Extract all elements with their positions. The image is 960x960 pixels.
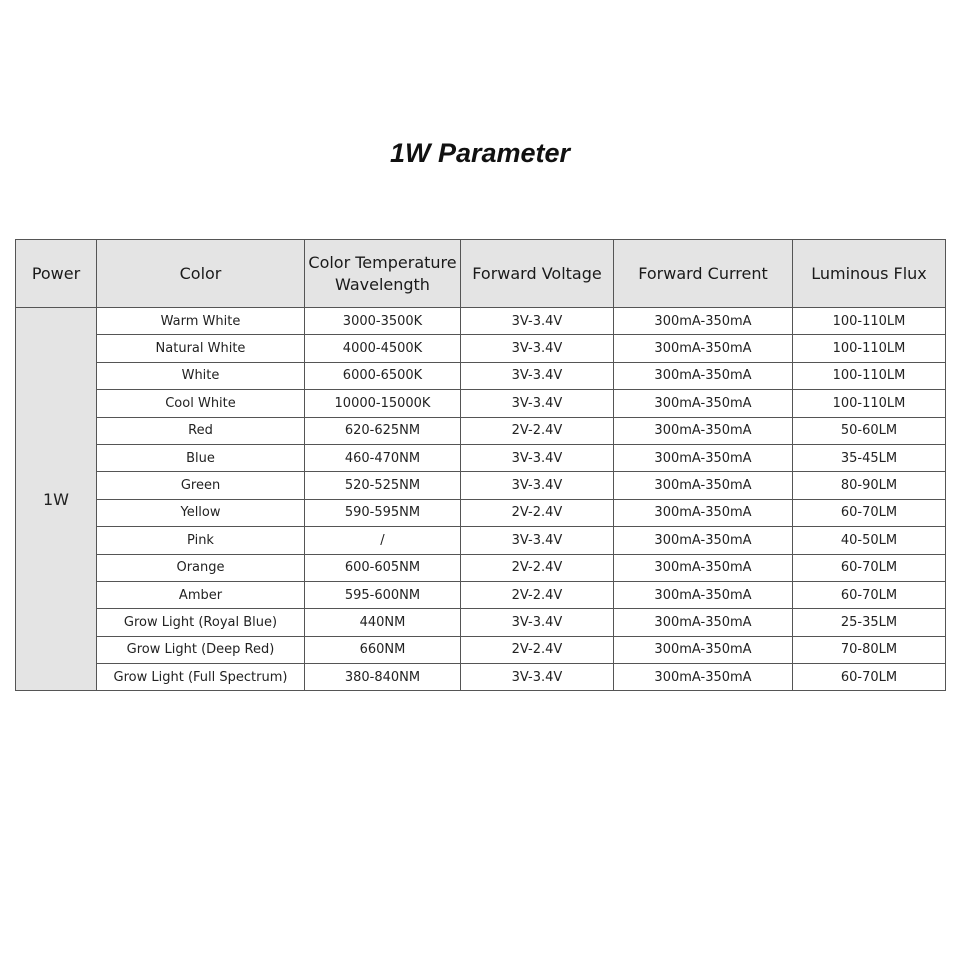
cell-color: Amber <box>97 581 305 608</box>
table-row <box>16 527 946 554</box>
cell-color: Yellow <box>97 499 305 526</box>
cell-color-temperature: / <box>305 527 461 554</box>
cell-color-temperature: 590-595NM <box>305 499 461 526</box>
header-forward-voltage: Forward Voltage <box>461 240 614 308</box>
cell-color: White <box>97 362 305 389</box>
table-row <box>16 472 946 499</box>
table-row <box>16 636 946 663</box>
cell-forward-voltage: 3V-3.4V <box>461 308 614 335</box>
cell-forward-voltage: 3V-3.4V <box>461 390 614 417</box>
cell-color: Natural White <box>97 335 305 362</box>
cell-luminous-flux: 100-110LM <box>793 362 946 389</box>
cell-forward-voltage: 2V-2.4V <box>461 499 614 526</box>
table-row <box>16 308 946 335</box>
cell-color: Red <box>97 417 305 444</box>
cell-color-temperature: 595-600NM <box>305 581 461 608</box>
cell-forward-current: 300mA-350mA <box>614 472 793 499</box>
cell-forward-current: 300mA-350mA <box>614 499 793 526</box>
cell-luminous-flux: 70-80LM <box>793 636 946 663</box>
header-color-temperature <box>305 240 461 308</box>
table-row <box>16 390 946 417</box>
table-row <box>16 664 946 691</box>
cell-luminous-flux: 60-70LM <box>793 664 946 691</box>
table-row <box>16 581 946 608</box>
table-row <box>16 444 946 471</box>
cell-forward-current: 300mA-350mA <box>614 636 793 663</box>
cell-forward-current: 300mA-350mA <box>614 335 793 362</box>
cell-luminous-flux: 50-60LM <box>793 417 946 444</box>
cell-color: Blue <box>97 444 305 471</box>
cell-forward-voltage: 3V-3.4V <box>461 362 614 389</box>
header-temp-line2: Wavelength <box>335 274 430 294</box>
table-row <box>16 417 946 444</box>
cell-color-temperature: 380-840NM <box>305 664 461 691</box>
page-title: 1W Parameter <box>389 138 571 168</box>
cell-luminous-flux: 100-110LM <box>793 335 946 362</box>
cell-luminous-flux: 35-45LM <box>793 444 946 471</box>
cell-forward-voltage: 3V-3.4V <box>461 444 614 471</box>
cell-luminous-flux: 100-110LM <box>793 390 946 417</box>
cell-color-temperature: 460-470NM <box>305 444 461 471</box>
cell-forward-current: 300mA-350mA <box>614 417 793 444</box>
header-row <box>16 240 946 308</box>
cell-color: Grow Light (Full Spectrum) <box>97 664 305 691</box>
cell-forward-voltage: 3V-3.4V <box>461 527 614 554</box>
table-row <box>16 499 946 526</box>
header-temp-line1: Color Temperature <box>308 252 457 272</box>
cell-color-temperature: 520-525NM <box>305 472 461 499</box>
cell-forward-current: 300mA-350mA <box>614 609 793 636</box>
cell-forward-current: 300mA-350mA <box>614 581 793 608</box>
cell-color-temperature: 660NM <box>305 636 461 663</box>
cell-forward-voltage: 3V-3.4V <box>461 335 614 362</box>
cell-luminous-flux: 25-35LM <box>793 609 946 636</box>
header-forward-current: Forward Current <box>614 240 793 308</box>
header-power: Power <box>16 240 97 308</box>
cell-forward-voltage: 3V-3.4V <box>461 609 614 636</box>
header-color: Color <box>97 240 305 308</box>
cell-forward-current: 300mA-350mA <box>614 527 793 554</box>
cell-forward-voltage: 3V-3.4V <box>461 664 614 691</box>
table-row <box>16 554 946 581</box>
cell-luminous-flux: 60-70LM <box>793 554 946 581</box>
cell-luminous-flux: 60-70LM <box>793 499 946 526</box>
cell-color: Grow Light (Deep Red) <box>97 636 305 663</box>
cell-forward-voltage: 2V-2.4V <box>461 581 614 608</box>
table-body <box>16 308 946 691</box>
cell-color-temperature: 4000-4500K <box>305 335 461 362</box>
cell-forward-voltage: 2V-2.4V <box>461 417 614 444</box>
cell-color: Cool White <box>97 390 305 417</box>
cell-color: Grow Light (Royal Blue) <box>97 609 305 636</box>
table-row <box>16 335 946 362</box>
table-row <box>16 609 946 636</box>
cell-color-temperature: 620-625NM <box>305 417 461 444</box>
cell-forward-current: 300mA-350mA <box>614 308 793 335</box>
cell-forward-voltage: 2V-2.4V <box>461 554 614 581</box>
cell-forward-current: 300mA-350mA <box>614 390 793 417</box>
cell-color: Warm White <box>97 308 305 335</box>
cell-color: Orange <box>97 554 305 581</box>
cell-color-temperature: 6000-6500K <box>305 362 461 389</box>
parameter-table <box>15 239 946 691</box>
cell-color-temperature: 600-605NM <box>305 554 461 581</box>
cell-forward-current: 300mA-350mA <box>614 554 793 581</box>
cell-forward-voltage: 3V-3.4V <box>461 472 614 499</box>
cell-forward-current: 300mA-350mA <box>614 664 793 691</box>
cell-color-temperature: 440NM <box>305 609 461 636</box>
cell-forward-voltage: 2V-2.4V <box>461 636 614 663</box>
cell-color: Pink <box>97 527 305 554</box>
cell-luminous-flux: 80-90LM <box>793 472 946 499</box>
cell-forward-current: 300mA-350mA <box>614 362 793 389</box>
cell-power: 1W <box>16 308 97 691</box>
cell-luminous-flux: 100-110LM <box>793 308 946 335</box>
cell-luminous-flux: 40-50LM <box>793 527 946 554</box>
cell-luminous-flux: 60-70LM <box>793 581 946 608</box>
header-luminous-flux: Luminous Flux <box>793 240 946 308</box>
cell-color-temperature: 3000-3500K <box>305 308 461 335</box>
cell-color-temperature: 10000-15000K <box>305 390 461 417</box>
cell-color: Green <box>97 472 305 499</box>
cell-forward-current: 300mA-350mA <box>614 444 793 471</box>
table-row <box>16 362 946 389</box>
